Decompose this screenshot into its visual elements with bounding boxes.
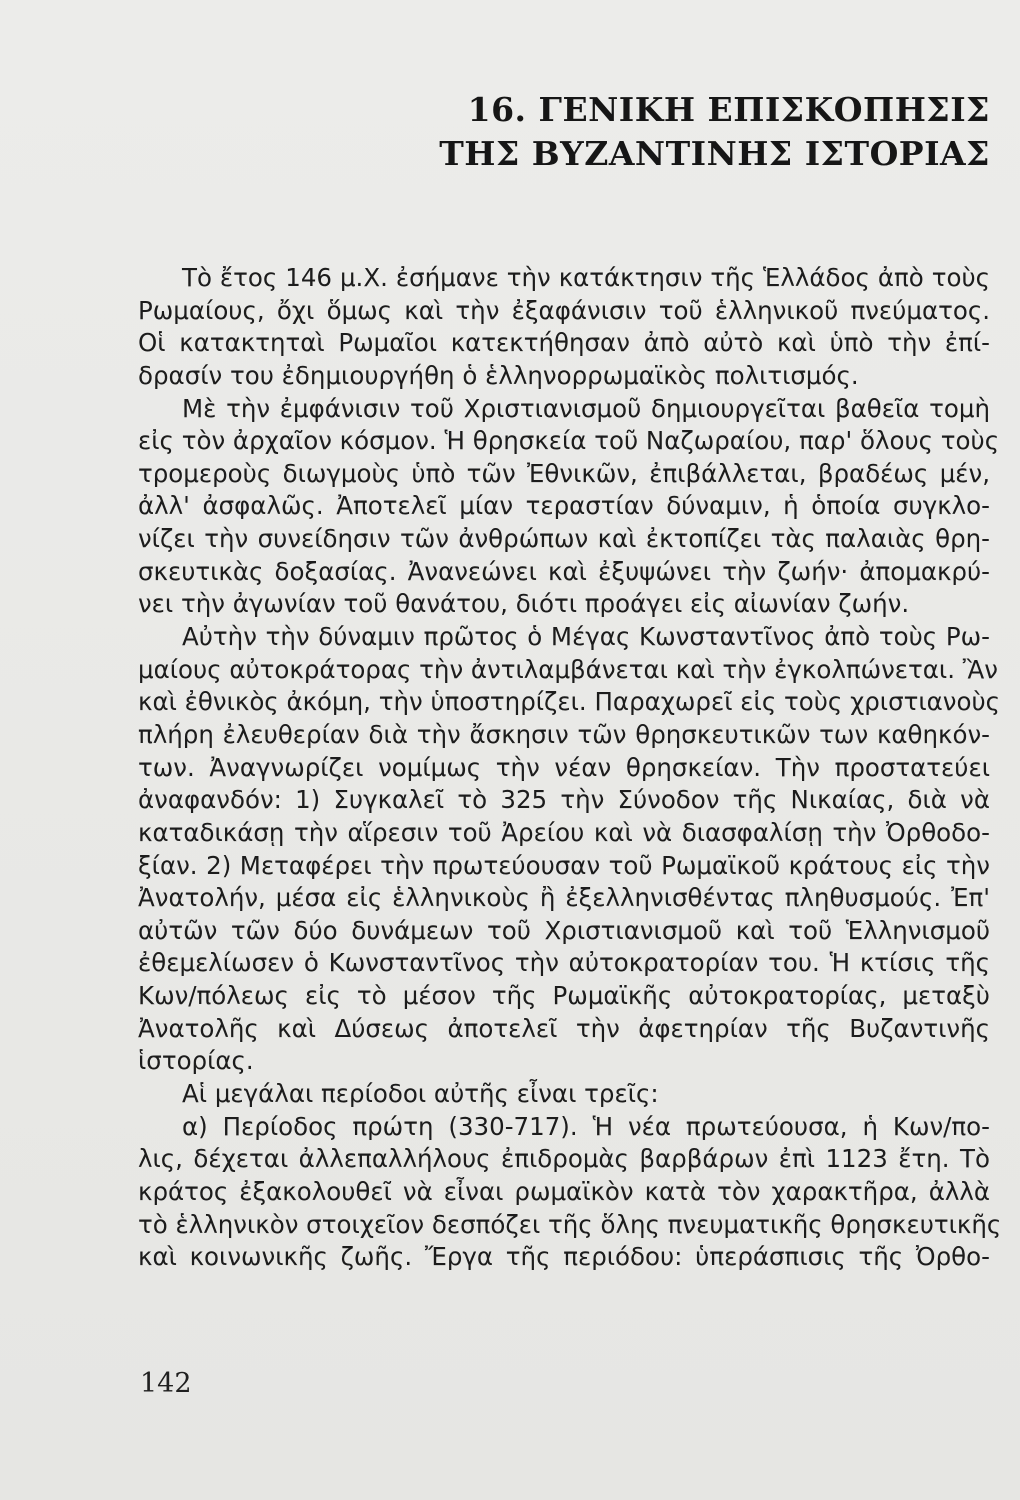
- text-line: Ἀνατολῆς καὶ Δύσεως ἀποτελεῖ τὴν ἀφετηρίαν τῆς Βυζαντινῆς: [138, 1013, 990, 1043]
- page-number: 142: [140, 1368, 192, 1399]
- text-line: αὐτῶν τῶν δύο δυνάμεων τοῦ Χριστιανισμοῦ καὶ τοῦ Ἑλληνισμοῦ: [138, 915, 990, 945]
- text-line: Οἱ κατακτηταὶ Ρωμαῖοι κατεκτήθησαν ἀπὸ αὐτὸ καὶ ὑπὸ τὴν ἐπί-: [138, 328, 990, 358]
- text-line: των. Ἀναγνωρίζει νομίμως τὴν νέαν θρησκείαν. Τὴν προστατεύει: [138, 752, 990, 782]
- text-line: ἀλλ' ἀσφαλῶς. Ἀποτελεῖ μίαν τεραστίαν δύναμιν, ἡ ὁποία συγκλο-: [138, 491, 990, 521]
- chapter-heading: [439, 88, 990, 176]
- text-line: καταδικάσῃ τὴν αἵρεσιν τοῦ Ἀρείου καὶ νὰ διασφαλίσῃ τὴν Ὀρθοδο-: [138, 817, 990, 847]
- text-line: Ἀνατολήν, μέσα εἰς ἑλληνικοὺς ἢ ἐξελληνισθέντας πληθυσμούς. Ἐπ': [138, 883, 990, 913]
- chapter-heading-line-1: 16. ΓΕΝΙΚΗ ΕΠΙΣΚΟΠΗΣΙΣ: [467, 90, 990, 129]
- text-line: Τὸ ἔτος 146 μ.Χ. ἐσήμανε τὴν κατάκτησιν τῆς Ἑλλάδος ἀπὸ τοὺς: [182, 263, 990, 292]
- text-line: ξίαν. 2) Μεταφέρει τὴν πρωτεύουσαν τοῦ Ρωμαϊκοῦ κράτους εἰς τὴν: [138, 850, 990, 880]
- text-line: Ρωμαίους, ὄχι ὅμως καὶ τὴν ἐξαφάνισιν τοῦ ἑλληνικοῦ πνεύματος.: [138, 295, 990, 325]
- text-line: σκευτικὰς δοξασίας. Ἀνανεώνει καὶ ἐξυψώνει τὴν ζωήν· ἀπομακρύ-: [138, 556, 990, 586]
- text-line: ἐθεμελίωσεν ὁ Κωνσταντῖνος τὴν αὐτοκρατορίαν του. Ἡ κτίσις τῆς: [138, 948, 990, 978]
- text-line: καὶ ἐθνικὸς ἀκόμη, τὴν ὑποστηρίζει. Παραχωρεῖ εἰς τοὺς χριστιανοὺς: [138, 687, 1001, 717]
- text-line: Κων/πόλεως εἰς τὸ μέσον τῆς Ρωμαϊκῆς αὐτοκρατορίας, μεταξὺ: [138, 981, 990, 1011]
- body-text: [138, 262, 1002, 1274]
- text-line: α) Περίοδος πρώτη (330-717). Ἡ νέα πρωτεύουσα, ἡ Κων/πο-: [182, 1111, 990, 1141]
- text-line: λις, δέχεται ἀλλεπαλλήλους ἐπιδρομὰς βαρβάρων ἐπὶ 1123 ἔτη. Τὸ: [138, 1144, 990, 1174]
- text-line: νει τὴν ἀγωνίαν τοῦ θανάτου, διότι προάγει εἰς αἰωνίαν ζωήν.: [138, 589, 910, 619]
- text-line: δρασίν του ἐδημιουργήθη ὁ ἑλληνορρωμαϊκὸς πολιτισμός.: [138, 360, 859, 390]
- text-line: τρομεροὺς διωγμοὺς ὑπὸ τῶν Ἐθνικῶν, ἐπιβάλλεται, βραδέως μέν,: [138, 458, 990, 488]
- text-line: εἰς τὸν ἀρχαῖον κόσμον. Ἡ θρησκεία τοῦ Ναζωραίου, παρ' ὅλους τοὺς: [138, 426, 1000, 456]
- text-line: κράτος ἐξακολουθεῖ νὰ εἶναι ρωμαϊκὸν κατὰ τὸν χαρακτῆρα, ἀλλὰ: [138, 1176, 990, 1206]
- chapter-heading-line-2: ΤΗΣ ΒΥΖΑΝΤΙΝΗΣ ΙΣΤΟΡΙΑΣ: [439, 134, 990, 173]
- text-line: Αἱ μεγάλαι περίοδοι αὐτῆς εἶναι τρεῖς:: [182, 1079, 659, 1109]
- text-line: μαίους αὐτοκράτορας τὴν ἀντιλαμβάνεται καὶ τὴν ἐγκολπώνεται. Ἂν: [138, 654, 998, 684]
- text-line: νίζει τὴν συνείδησιν τῶν ἀνθρώπων καὶ ἐκτοπίζει τὰς παλαιὰς θρη-: [138, 524, 990, 554]
- text-line: Μὲ τὴν ἐμφάνισιν τοῦ Χριστιανισμοῦ δημιουργεῖται βαθεῖα τομὴ: [182, 393, 990, 423]
- text-line: ἱστορίας.: [138, 1046, 254, 1076]
- text-line: πλήρη ἐλευθερίαν διὰ τὴν ἄσκησιν τῶν θρησκευτικῶν των καθηκόν-: [138, 719, 990, 749]
- text-line: Αὐτὴν τὴν δύναμιν πρῶτος ὁ Μέγας Κωνσταντῖνος ἀπὸ τοὺς Ρω-: [182, 622, 990, 652]
- text-line: καὶ κοινωνικῆς ζωῆς. Ἔργα τῆς περιόδου: ὑπεράσπισις τῆς Ὀρθο-: [138, 1242, 990, 1272]
- text-line: ἀναφανδόν: 1) Συγκαλεῖ τὸ 325 τὴν Σύνοδον τῆς Νικαίας, διὰ νὰ: [138, 785, 990, 815]
- text-line: τὸ ἑλληνικὸν στοιχεῖον δεσπόζει τῆς ὅλης πνευματικῆς θρησκευτικῆς: [138, 1209, 1002, 1239]
